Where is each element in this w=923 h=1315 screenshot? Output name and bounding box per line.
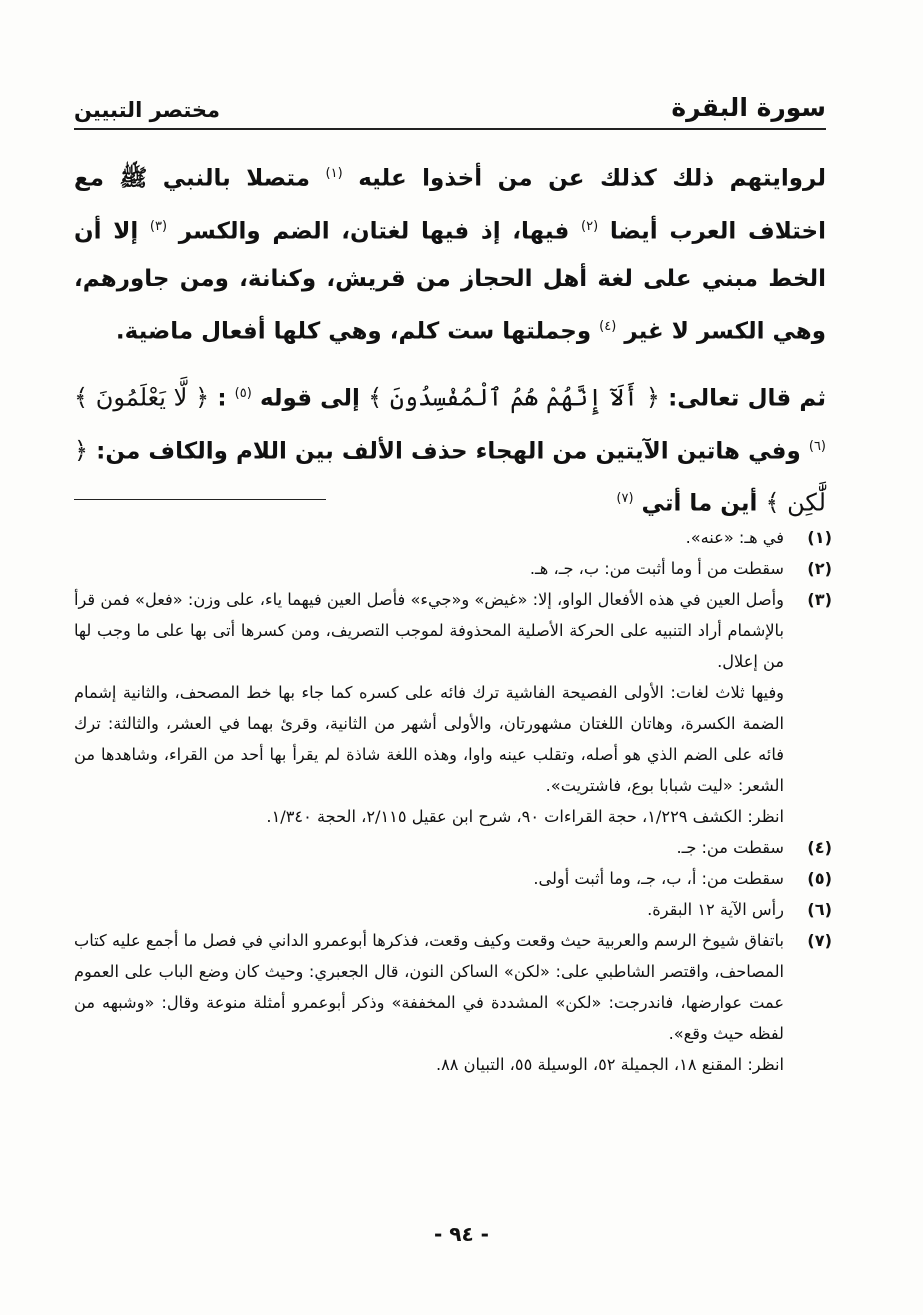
main-paragraph-2 — [74, 370, 826, 528]
footnote-ref: (٦) — [808, 438, 826, 454]
footnote-number: (٣) — [807, 590, 832, 609]
footnote-ref: (٧) — [616, 491, 634, 507]
footnote — [74, 584, 832, 832]
footnote-reference-list: انظر: الكشف ١/٢٢٩، حجة القراءات ٩٠، شرح ابن عقيل ٢/١١٥، الحجة ١/٣٤٠. — [266, 807, 784, 826]
footnotes — [74, 522, 832, 1080]
footnote-ref: (١) — [325, 166, 343, 181]
footnote-number: (٧) — [807, 931, 832, 950]
footnote — [74, 553, 832, 584]
quran-verse: ﴿ أَلَآ إِنَّهُمْ هُمُ ٱلْمُفْسِدُونَ ﴾ — [368, 383, 660, 412]
page-number: - ٩٤ - — [434, 1222, 489, 1246]
footnote-number: (٢) — [807, 559, 832, 578]
text-run: ثم قال تعالى: — [668, 385, 827, 412]
footnote-text: وفيها ثلاث لغات: الأولى الفصيحة الفاشية ترك فائه على كسره كما جاء بها خط المصحف، والثانية إشمام الضمة الكسرة، وهاتان اللغتان مشهورتان، والأولى أشهر من الثانية، وقرئ بهما في العشر، والثالثة: ترك فائه على الضم الذي هو أصله، وتقلب عينه واوا، وهذه اللغة شاذة لم يقرأ بها أحد من القراء، وشاهدها من الشعر: «ليت شبابا بوع، فاشتريت». — [74, 683, 784, 795]
footnote-number: (٦) — [807, 900, 832, 919]
main-text — [74, 150, 826, 542]
text-run: فيها، إذ فيها لغتان، الضم والكسر — [178, 218, 570, 245]
footnote-number: (١) — [807, 528, 832, 547]
text-run: لروايتهم ذلك كذلك عن من أخذوا عليه — [358, 165, 826, 192]
text-run: إلى قوله — [259, 385, 360, 412]
footnote-number: (٤) — [807, 838, 832, 857]
footnote-text: رأس الآية ١٢ البقرة. — [647, 900, 784, 919]
footnote-text: سقطت من: جـ. — [676, 838, 784, 857]
footnote — [74, 832, 832, 863]
footnote-ref: (٥) — [234, 385, 252, 401]
footnote-number: (٥) — [807, 869, 832, 888]
text-run: وجملتها ست كلم، وهي كلها أفعال ماضية. — [115, 318, 592, 345]
footnote-reference-list: انظر: المقنع ١٨، الجميلة ٥٢، الوسيلة ٥٥، التبيان ٨٨. — [435, 1055, 784, 1074]
header-rule — [74, 128, 826, 130]
footnote — [74, 522, 832, 553]
footnote-separator — [74, 499, 326, 500]
text-run: : — [217, 385, 227, 412]
text-run: وفي هاتين الآيتين من الهجاء حذف الألف بين اللام والكاف من: — [96, 438, 801, 465]
footnote — [74, 925, 832, 1080]
footnote-text: وأصل العين في هذه الأفعال الواو، إلا: «غيض» و«جيء» فأصل العين فيهما ياء، على وزن: «فعل» فمن قرأ بالإشمام أراد التنبيه على الحركة الأصلية المحذوفة لموجب التصريف، ومن كسرها أتى بها على ما وجب لها من إعلال. — [74, 590, 784, 671]
header-surah-title: سورة البقرة — [671, 93, 826, 122]
footnote-ref: (٣) — [149, 218, 168, 234]
footnote — [74, 863, 832, 894]
footnote — [74, 894, 832, 925]
footnote-ref: (٤) — [599, 319, 617, 335]
text-run: إلا أن الخط مبني على لغة أهل الحجاز من قريش، وكنانة، ومن جاورهم، وهي الكسر لا غير — [74, 218, 826, 345]
main-paragraph-1 — [74, 150, 826, 356]
text-run: متصلا بالنبي ﷺ مع اختلاف العرب أيضا — [74, 165, 827, 245]
running-header — [74, 78, 826, 122]
text-run: أين ما أتي — [641, 490, 758, 517]
quran-verse: ﴿ لَّٰكِن ﴾ — [74, 436, 826, 517]
footnote-ref: (٢) — [581, 218, 599, 234]
footnote-text: في هـ: «عنه». — [685, 528, 784, 547]
footnote-text: سقطت من: أ، ب، جـ، وما أثبت أولى. — [533, 869, 784, 888]
header-book-title: مختصر التبيين — [74, 98, 221, 122]
footnote-text: باتفاق شيوخ الرسم والعربية حيث وقعت وكيف وقعت، فذكرها أبوعمرو الداني في فصل ما أجمع عليه كتاب المصاحف، واقتصر الشاطبي على: «لكن» الساكن النون، قال الجعبري: وحيث كان وضع الباب على العموم عمت عوارضها، فاندرجت: «لكن» المشددة في المخففة» وذكر أبوعمرو أمثلة منوعة وقال: «وشبهه من لفظه حيث وقع». — [74, 931, 784, 1043]
quran-verse: ﴿ لَّا يَعْلَمُونَ ﴾ — [74, 383, 210, 412]
footnote-text: سقطت من أ وما أثبت من: ب، جـ، هـ. — [529, 559, 784, 578]
